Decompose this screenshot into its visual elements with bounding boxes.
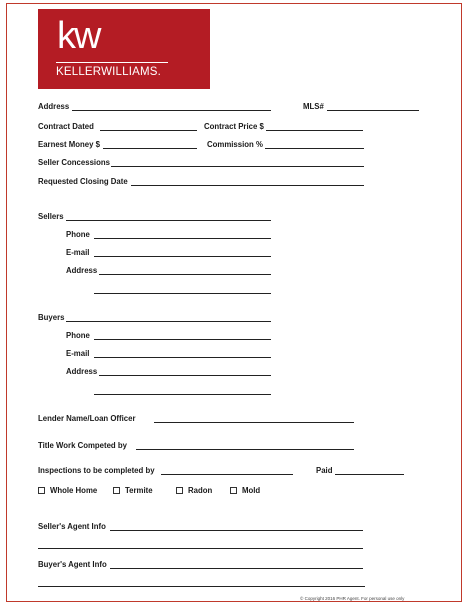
checkbox-box[interactable] xyxy=(38,487,45,494)
buyer-phone-label: Phone xyxy=(66,331,90,340)
logo-name: KELLERWILLIAMS. xyxy=(56,66,162,78)
buyer-address-line2-field[interactable] xyxy=(94,386,271,395)
contract-price-label: Contract Price $ xyxy=(204,122,264,131)
seller-address-line2-row xyxy=(0,285,469,297)
buyers-agent-field[interactable] xyxy=(110,560,363,569)
contract-price-field[interactable] xyxy=(266,122,363,131)
keller-williams-logo xyxy=(38,9,210,89)
seller-email-label: E-mail xyxy=(66,248,90,257)
buyers-field[interactable] xyxy=(66,313,271,322)
inspections-field[interactable] xyxy=(161,466,293,475)
earnest-row xyxy=(0,140,469,152)
inspections-row xyxy=(0,466,469,478)
seller-email-row xyxy=(0,248,469,260)
seller-email-field[interactable] xyxy=(94,248,271,257)
contract-dated-field[interactable] xyxy=(100,122,197,131)
lender-row xyxy=(0,414,469,426)
buyer-address-line2-row xyxy=(0,386,469,398)
sellers-agent-row xyxy=(0,522,469,534)
seller-phone-label: Phone xyxy=(66,230,90,239)
title-work-row xyxy=(0,441,469,453)
checkbox-whole-home[interactable] xyxy=(38,486,97,495)
buyer-email-label: E-mail xyxy=(66,349,90,358)
lender-field[interactable] xyxy=(154,414,354,423)
buyers-agent-line2-field[interactable] xyxy=(38,578,365,587)
whole-home-label: Whole Home xyxy=(50,486,98,495)
sellers-agent-label: Seller's Agent Info xyxy=(38,522,106,531)
buyers-agent-row xyxy=(0,560,469,572)
buyer-phone-field[interactable] xyxy=(94,331,271,340)
contract-dated-label: Contract Dated xyxy=(38,122,94,131)
copyright-footer: © Copyright 2016 PHR Agent. For personal use only xyxy=(300,596,405,601)
contract-row xyxy=(0,122,469,134)
buyer-email-field[interactable] xyxy=(94,349,271,358)
mls-label: MLS# xyxy=(303,102,324,111)
mls-field[interactable] xyxy=(327,102,419,111)
sellers-agent-field[interactable] xyxy=(110,522,363,531)
sellers-row xyxy=(0,212,469,224)
buyers-agent-label: Buyer's Agent Info xyxy=(38,560,107,569)
radon-label: Radon xyxy=(188,486,213,495)
earnest-money-label: Earnest Money $ xyxy=(38,140,100,149)
address-field[interactable] xyxy=(72,102,271,111)
checkbox-box[interactable] xyxy=(176,487,183,494)
title-work-field[interactable] xyxy=(136,441,354,450)
buyer-address-label: Address xyxy=(66,367,98,376)
sellers-field[interactable] xyxy=(66,212,271,221)
closing-date-label: Requested Closing Date xyxy=(38,177,128,186)
seller-concessions-row xyxy=(0,158,469,170)
seller-concessions-field[interactable] xyxy=(111,158,364,167)
buyers-label: Buyers xyxy=(38,313,65,322)
buyer-address-field[interactable] xyxy=(99,367,271,376)
buyers-agent-line2-row xyxy=(0,578,469,590)
closing-date-row xyxy=(0,177,469,189)
paid-label: Paid xyxy=(316,466,333,475)
sellers-agent-line2-field[interactable] xyxy=(38,540,363,549)
title-work-label: Title Work Competed by xyxy=(38,441,127,450)
page-border xyxy=(6,3,462,602)
paid-field[interactable] xyxy=(335,466,404,475)
seller-address-line2-field[interactable] xyxy=(94,285,271,294)
commission-field[interactable] xyxy=(265,140,364,149)
earnest-money-field[interactable] xyxy=(103,140,197,149)
checkbox-termite[interactable] xyxy=(113,486,153,495)
address-label: Address xyxy=(38,102,70,111)
lender-label: Lender Name/Loan Officer xyxy=(38,414,136,423)
logo-divider xyxy=(56,62,168,63)
buyer-phone-row xyxy=(0,331,469,343)
closing-date-field[interactable] xyxy=(131,177,364,186)
inspections-label: Inspections to be completed by xyxy=(38,466,155,475)
checkbox-radon[interactable] xyxy=(176,486,212,495)
seller-address-field[interactable] xyxy=(99,266,271,275)
checkbox-box[interactable] xyxy=(230,487,237,494)
buyers-row xyxy=(0,313,469,325)
buyer-email-row xyxy=(0,349,469,361)
termite-label: Termite xyxy=(125,486,153,495)
checkbox-box[interactable] xyxy=(113,487,120,494)
commission-label: Commission % xyxy=(207,140,263,149)
sellers-agent-line2-row xyxy=(0,540,469,552)
buyer-address-row xyxy=(0,367,469,379)
logo-initials: kw xyxy=(57,15,100,57)
seller-phone-row xyxy=(0,230,469,242)
sellers-label: Sellers xyxy=(38,212,64,221)
seller-address-row xyxy=(0,266,469,278)
address-row xyxy=(0,102,469,114)
seller-address-label: Address xyxy=(66,266,98,275)
seller-phone-field[interactable] xyxy=(94,230,271,239)
seller-concessions-label: Seller Concessions xyxy=(38,158,110,167)
checkbox-mold[interactable] xyxy=(230,486,260,495)
mold-label: Mold xyxy=(242,486,261,495)
